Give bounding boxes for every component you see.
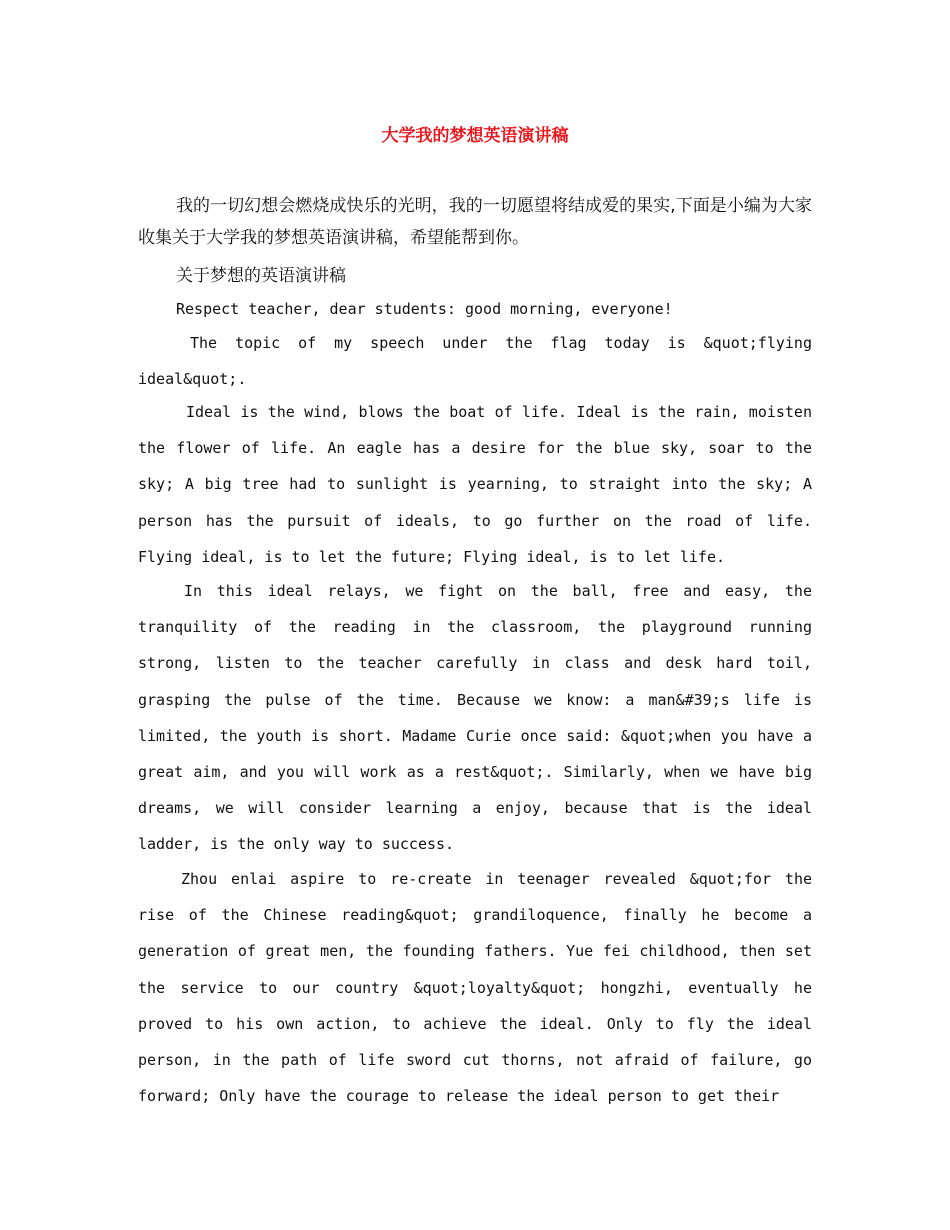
paragraph-2: Ideal is the wind, blows the boat of life. Ideal is the rain, moisten the flower of life. An eagle has a desire for the blue sky, soar to the sky; A big tree had to sunlight is yearning, to straight into the sky; A person has the pursuit of ideals, to go further on the road of life. Flying ideal, is to let the future; Flying ideal, is to let life. xyxy=(138,403,812,566)
paragraph-4: Zhou enlai aspire to re-create in teenager revealed &quot;for the rise of the Chinese reading&quot; grandiloquence, finally he become a generation of great men, the founding fathers. Yue fei childhood, then set the service to our country &quot;loyalty&quot; hongzhi, eventually he proved to his own action, to achieve the ideal. Only to fly the ideal person, in the path of life sword cut thorns, not afraid of failure, go forward; Only have the courage to release the ideal person to get their xyxy=(138,870,812,1106)
intro-paragraph: 我的一切幻想会燃烧成快乐的光明，我的一切愿望将结成爱的果实,下面是小编为大家收集关于大学我的梦想英语演讲稿，希望能帮到你。 xyxy=(138,196,812,248)
greeting: Respect teacher, dear students: good morning, everyone! xyxy=(176,300,673,318)
subheading: 关于梦想的英语演讲稿 xyxy=(176,266,346,286)
document-title: 大学我的梦想英语演讲稿 xyxy=(381,126,569,146)
paragraph-3: In this ideal relays, we fight on the ball, free and easy, the tranquility of the reading in the classroom, the playground running strong, listen to the teacher carefully in class and desk hard toil, grasping the pulse of the time. Because we know: a man&#39;s life is limited, the youth is short. Madame Curie once said: &quot;when you have a great aim, and you will work as a rest&quot;. Similarly, when we have big dreams, we will consider learning a enjoy, because that is the ideal ladder, is the only way to success. xyxy=(138,582,812,854)
paragraph-1: The topic of my speech under the flag today is &quot;flying ideal&quot;. xyxy=(138,334,812,389)
